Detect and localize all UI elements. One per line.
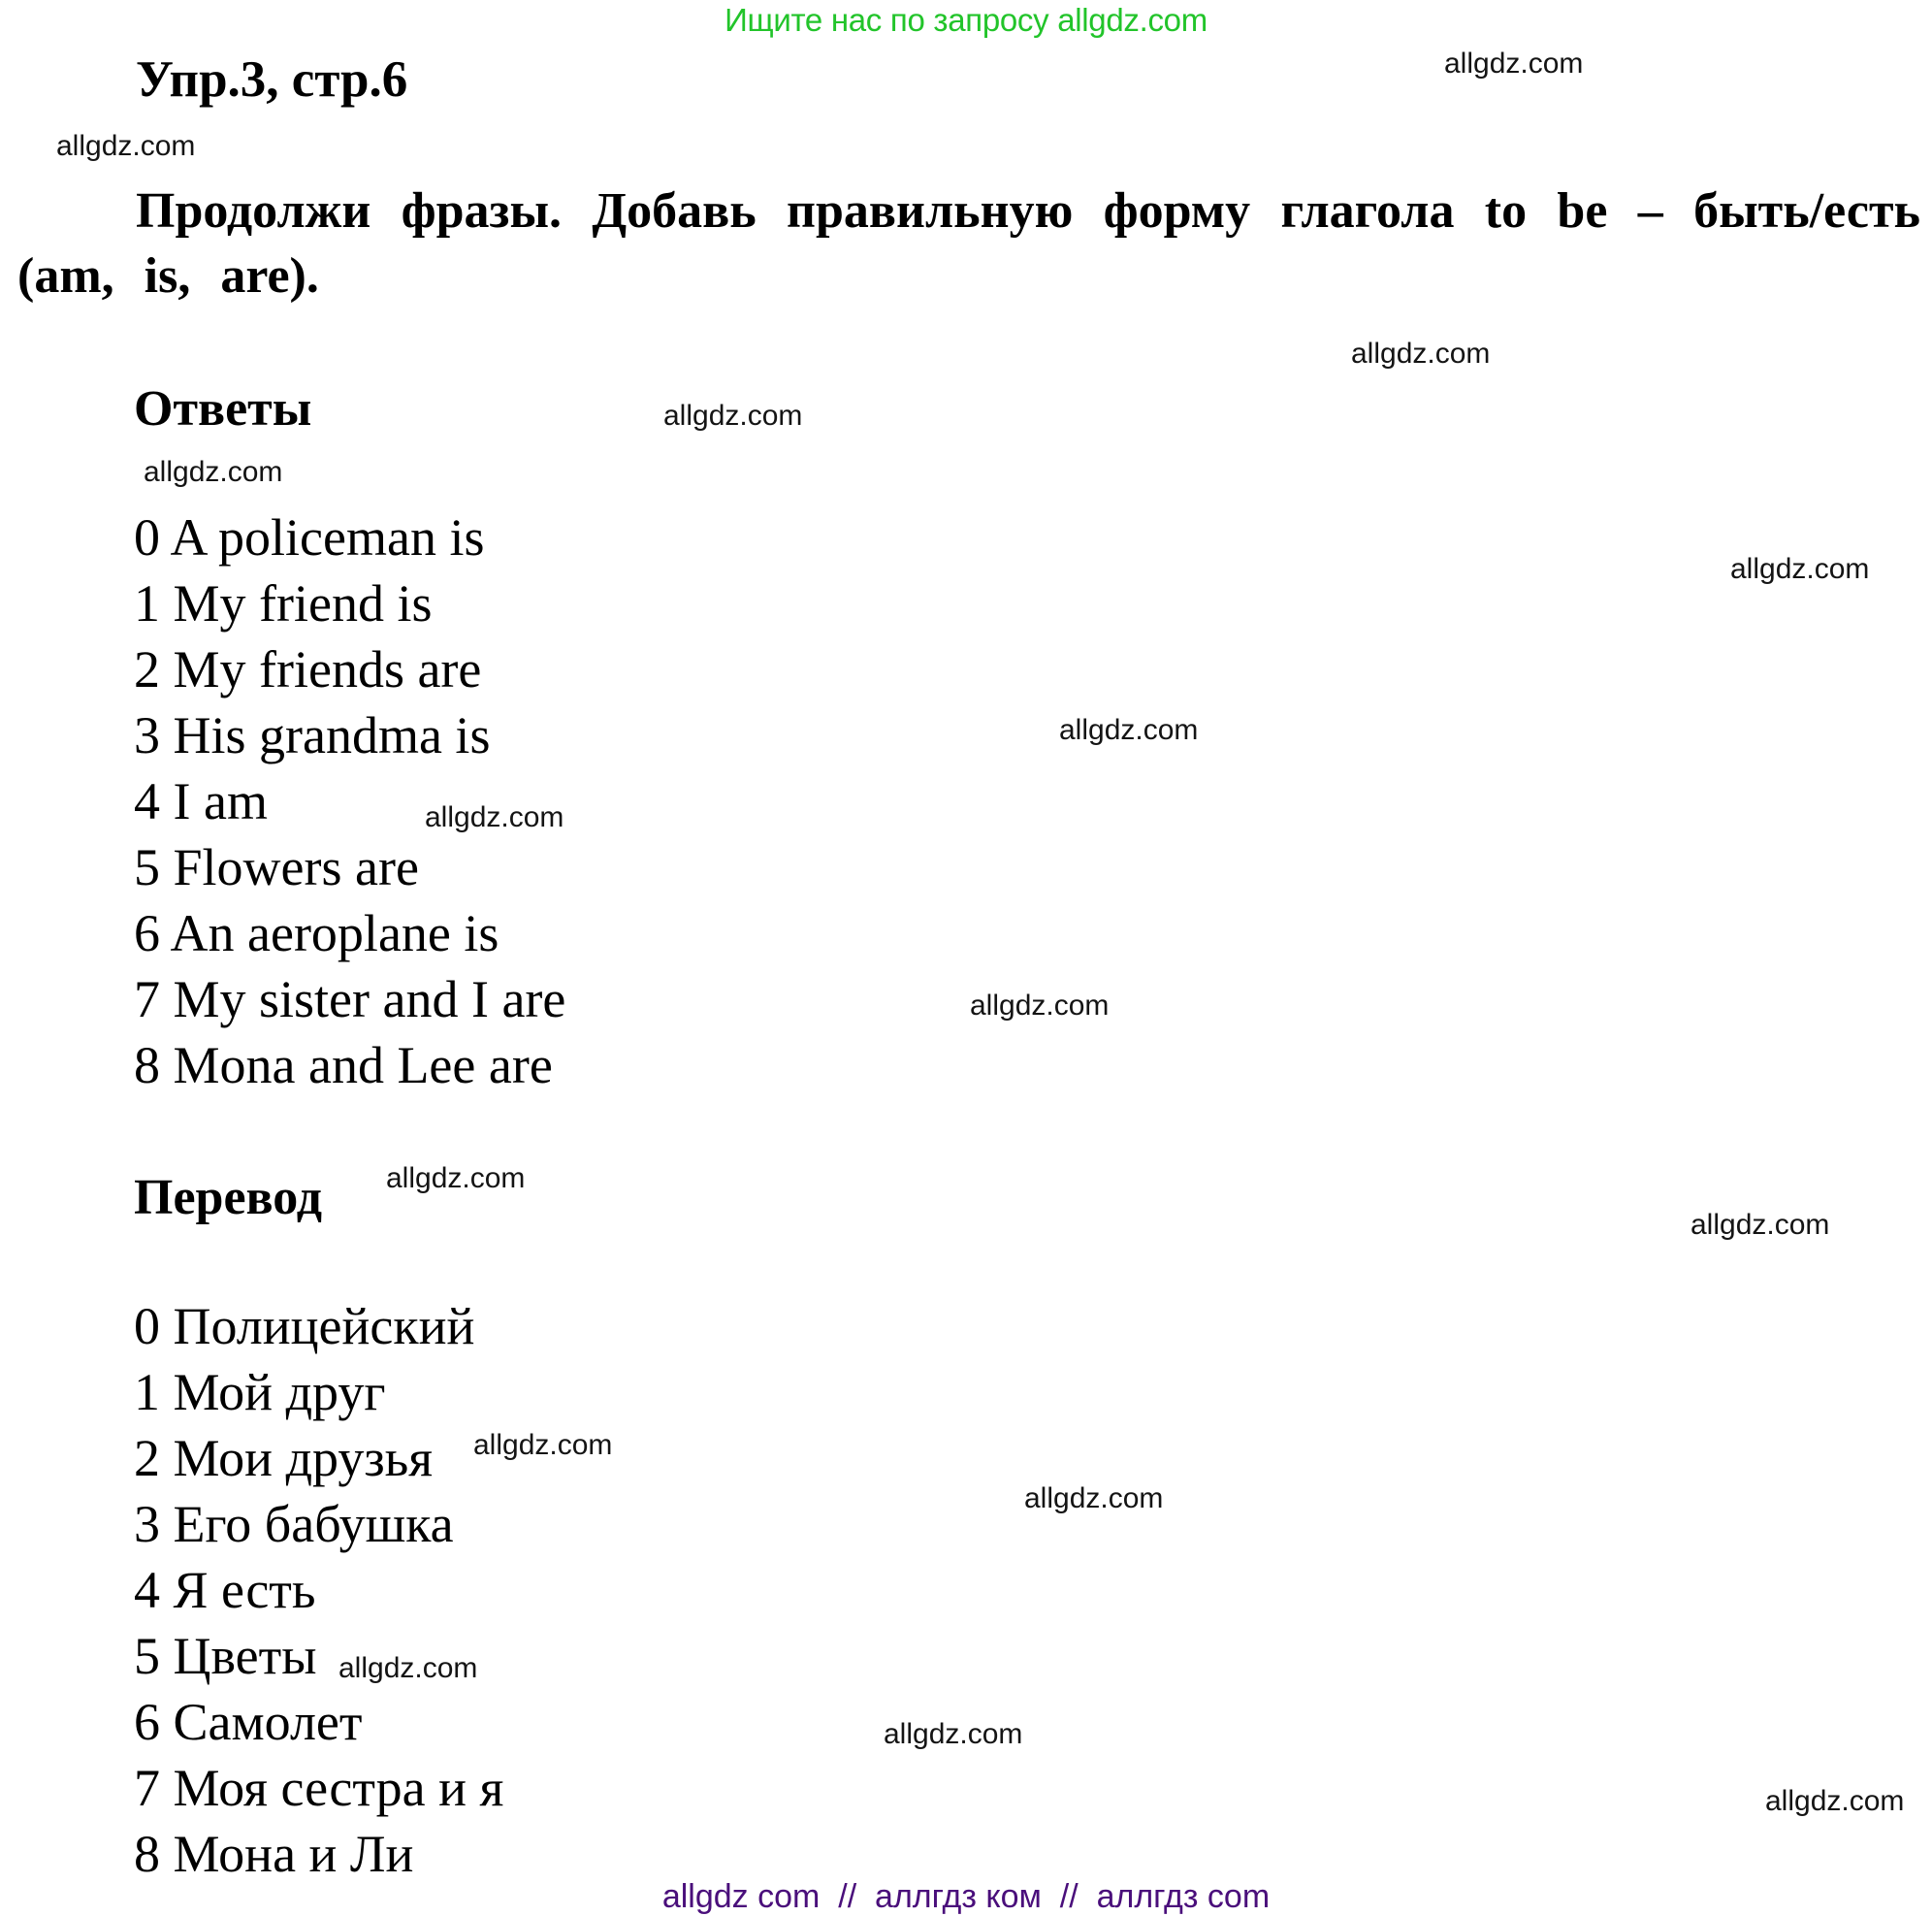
translation-item: 3 Его бабушка: [134, 1495, 454, 1553]
watermark: allgdz.com: [56, 130, 196, 162]
watermark: allgdz.com: [970, 990, 1110, 1022]
watermark: allgdz.com: [1730, 553, 1870, 585]
search-banner[interactable]: Ищите нас по запросу allgdz.com: [724, 2, 1208, 38]
translation-item: 7 Моя сестра и я: [134, 1759, 504, 1817]
translation-item: 8 Мона и Ли: [134, 1825, 414, 1883]
translation-list: [134, 1293, 503, 1887]
answer-item: 4 I am: [134, 772, 268, 830]
exercise-title: Упр.3, стр.6: [136, 51, 408, 108]
watermark: allgdz.com: [1765, 1785, 1905, 1817]
watermark: allgdz.com: [1444, 48, 1584, 80]
watermark: allgdz.com: [386, 1162, 526, 1194]
translation-heading: Перевод: [134, 1170, 323, 1225]
translation-item: 4 Я есть: [134, 1561, 316, 1619]
watermark: allgdz.com: [1059, 714, 1199, 746]
translation-item: 5 Цветы: [134, 1627, 317, 1685]
answer-item: 0 A policeman is: [134, 508, 485, 567]
translation-item: 1 Мой друг: [134, 1363, 386, 1421]
translation-item: 6 Самолет: [134, 1693, 363, 1751]
answer-item: 7 My sister and I are: [134, 970, 566, 1028]
answer-item: 2 My friends are: [134, 640, 482, 698]
answers-heading: Ответы: [134, 381, 312, 437]
answer-item: 1 My friend is: [134, 574, 433, 633]
watermark: allgdz.com: [884, 1718, 1023, 1750]
footer-links[interactable]: allgdz com // аллгдз ком // аллгдз com: [661, 1878, 1271, 1915]
exercise-instruction: Продолжи фразы. Добавь правильную форму глагола to be – быть/есть (am, is, are).: [17, 183, 1920, 304]
watermark: allgdz.com: [1690, 1209, 1830, 1241]
answer-item: 5 Flowers are: [134, 838, 419, 896]
watermark: allgdz.com: [1351, 338, 1491, 370]
watermark: allgdz.com: [1024, 1482, 1164, 1514]
watermark: allgdz.com: [425, 801, 564, 833]
answer-item: 6 An aeroplane is: [134, 904, 499, 962]
translation-item: 0 Полицейский: [134, 1297, 475, 1355]
translation-item: 2 Мои друзья: [134, 1429, 434, 1487]
watermark: allgdz.com: [663, 400, 803, 432]
answer-item: 8 Mona and Lee are: [134, 1036, 553, 1094]
answer-item: 3 His grandma is: [134, 706, 491, 764]
watermark: allgdz.com: [144, 456, 283, 488]
watermark: allgdz.com: [338, 1652, 478, 1684]
watermark: allgdz.com: [473, 1429, 613, 1461]
